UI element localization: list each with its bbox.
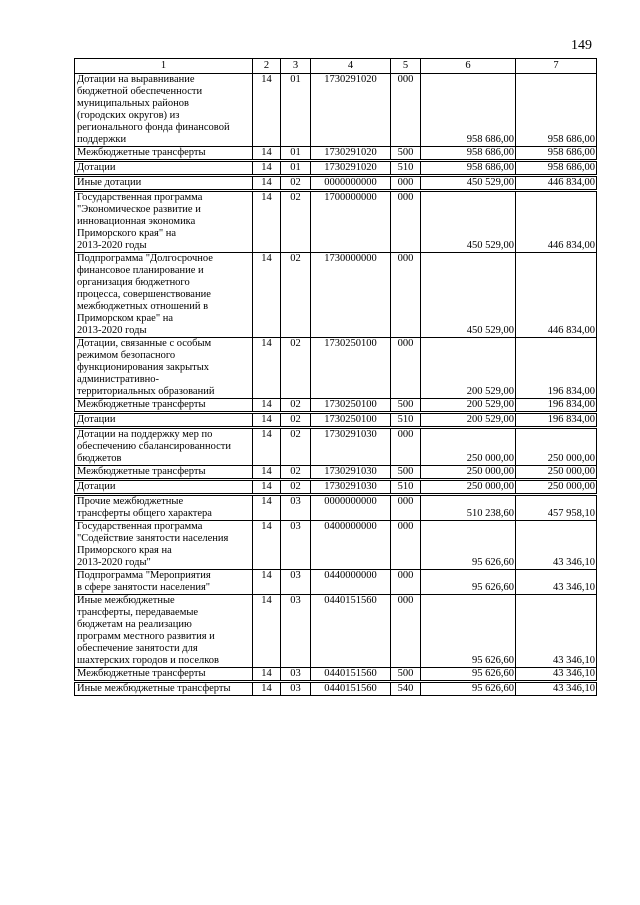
target-article-cell: 1730291030 xyxy=(311,481,391,494)
row-name-cell: Государственная программа "Содействие занятости населения Приморского края на 2013-2020 годы" xyxy=(75,521,253,570)
section-cell: 14 xyxy=(253,177,281,190)
amount-cell-col6: 958 686,00 xyxy=(421,74,516,147)
target-article-cell: 1730250100 xyxy=(311,338,391,399)
target-article-cell: 1730291030 xyxy=(311,466,391,479)
subsection-cell: 02 xyxy=(281,414,311,427)
amount-cell-col7: 457 958,10 xyxy=(516,496,597,521)
amount-cell-col7: 43 346,10 xyxy=(516,595,597,668)
table-row xyxy=(75,496,597,521)
table-row xyxy=(75,466,597,479)
column-header: 2 xyxy=(253,59,281,74)
header-row xyxy=(75,59,597,74)
column-header: 6 xyxy=(421,59,516,74)
subsection-cell: 03 xyxy=(281,668,311,681)
expense-type-cell: 000 xyxy=(391,74,421,147)
subsection-cell: 02 xyxy=(281,338,311,399)
amount-cell-col6: 95 626,60 xyxy=(421,521,516,570)
subsection-cell: 02 xyxy=(281,253,311,338)
table-row xyxy=(75,338,597,399)
section-cell: 14 xyxy=(253,570,281,595)
target-article-cell: 0440000000 xyxy=(311,570,391,595)
amount-cell-col7: 958 686,00 xyxy=(516,162,597,175)
row-name-cell: Дотации xyxy=(75,481,253,494)
amount-cell-col6: 200 529,00 xyxy=(421,399,516,412)
subsection-cell: 02 xyxy=(281,429,311,466)
table-row xyxy=(75,521,597,570)
row-name-cell: Дотации на поддержку мер по обеспечению сбалансированности бюджетов xyxy=(75,429,253,466)
expense-type-cell: 000 xyxy=(391,570,421,595)
row-name-cell: Межбюджетные трансферты xyxy=(75,399,253,412)
section-cell: 14 xyxy=(253,521,281,570)
target-article-cell: 1700000000 xyxy=(311,192,391,253)
expense-type-cell: 500 xyxy=(391,399,421,412)
section-cell: 14 xyxy=(253,338,281,399)
section-cell: 14 xyxy=(253,253,281,338)
section-cell: 14 xyxy=(253,162,281,175)
table-row xyxy=(75,481,597,494)
section-cell: 14 xyxy=(253,668,281,681)
expense-type-cell: 510 xyxy=(391,481,421,494)
expense-type-cell: 510 xyxy=(391,162,421,175)
target-article-cell: 1730250100 xyxy=(311,414,391,427)
amount-cell-col7: 446 834,00 xyxy=(516,253,597,338)
section-cell: 14 xyxy=(253,414,281,427)
row-name-cell: Межбюджетные трансферты xyxy=(75,147,253,160)
section-cell: 14 xyxy=(253,496,281,521)
amount-cell-col6: 958 686,00 xyxy=(421,147,516,160)
amount-cell-col7: 196 834,00 xyxy=(516,414,597,427)
amount-cell-col6: 958 686,00 xyxy=(421,162,516,175)
table-row xyxy=(75,399,597,412)
amount-cell-col7: 446 834,00 xyxy=(516,177,597,190)
subsection-cell: 02 xyxy=(281,192,311,253)
table-row xyxy=(75,192,597,253)
row-name-cell: Государственная программа "Экономическое развитие и инновационная экономика Приморского края" на 2013-2020 годы xyxy=(75,192,253,253)
budget-table xyxy=(74,58,597,696)
section-cell: 14 xyxy=(253,481,281,494)
table-row xyxy=(75,414,597,427)
row-name-cell: Прочие межбюджетные трансферты общего характера xyxy=(75,496,253,521)
section-cell: 14 xyxy=(253,399,281,412)
amount-cell-col6: 250 000,00 xyxy=(421,481,516,494)
section-cell: 14 xyxy=(253,466,281,479)
target-article-cell: 0440151560 xyxy=(311,668,391,681)
expense-type-cell: 500 xyxy=(391,668,421,681)
amount-cell-col6: 450 529,00 xyxy=(421,177,516,190)
table-row xyxy=(75,570,597,595)
section-cell: 14 xyxy=(253,74,281,147)
table-row xyxy=(75,683,597,696)
subsection-cell: 03 xyxy=(281,496,311,521)
table-row xyxy=(75,177,597,190)
target-article-cell: 0000000000 xyxy=(311,496,391,521)
table-row xyxy=(75,74,597,147)
target-article-cell: 1730000000 xyxy=(311,253,391,338)
column-header: 4 xyxy=(311,59,391,74)
subsection-cell: 02 xyxy=(281,177,311,190)
column-header: 7 xyxy=(516,59,597,74)
expense-type-cell: 000 xyxy=(391,521,421,570)
amount-cell-col6: 510 238,60 xyxy=(421,496,516,521)
amount-cell-col6: 95 626,60 xyxy=(421,668,516,681)
target-article-cell: 1730291030 xyxy=(311,429,391,466)
amount-cell-col6: 200 529,00 xyxy=(421,414,516,427)
target-article-cell: 1730291020 xyxy=(311,74,391,147)
row-name-cell: Дотации, связанные с особым режимом безопасного функционирования закрытых административно- территориальных образований xyxy=(75,338,253,399)
expense-type-cell: 000 xyxy=(391,177,421,190)
target-article-cell: 0440151560 xyxy=(311,595,391,668)
row-name-cell: Иные межбюджетные трансферты, передаваемые бюджетам на реализацию программ местного развития и обеспечение занятости для шахтерских городов и поселков xyxy=(75,595,253,668)
row-name-cell: Межбюджетные трансферты xyxy=(75,668,253,681)
page-number: 149 xyxy=(571,38,592,53)
subsection-cell: 03 xyxy=(281,595,311,668)
section-cell: 14 xyxy=(253,147,281,160)
target-article-cell: 1730250100 xyxy=(311,399,391,412)
target-article-cell: 0440151560 xyxy=(311,683,391,696)
expense-type-cell: 500 xyxy=(391,466,421,479)
row-name-cell: Дотации xyxy=(75,414,253,427)
amount-cell-col7: 196 834,00 xyxy=(516,399,597,412)
target-article-cell: 0400000000 xyxy=(311,521,391,570)
amount-cell-col7: 43 346,10 xyxy=(516,521,597,570)
section-cell: 14 xyxy=(253,429,281,466)
target-article-cell: 1730291020 xyxy=(311,147,391,160)
amount-cell-col7: 250 000,00 xyxy=(516,429,597,466)
amount-cell-col7: 446 834,00 xyxy=(516,192,597,253)
amount-cell-col6: 95 626,60 xyxy=(421,595,516,668)
subsection-cell: 02 xyxy=(281,466,311,479)
subsection-cell: 01 xyxy=(281,162,311,175)
expense-type-cell: 000 xyxy=(391,253,421,338)
row-name-cell: Иные межбюджетные трансферты xyxy=(75,683,253,696)
subsection-cell: 02 xyxy=(281,481,311,494)
column-header: 5 xyxy=(391,59,421,74)
subsection-cell: 02 xyxy=(281,399,311,412)
column-header: 3 xyxy=(281,59,311,74)
amount-cell-col6: 95 626,60 xyxy=(421,570,516,595)
amount-cell-col6: 250 000,00 xyxy=(421,429,516,466)
table-row xyxy=(75,162,597,175)
amount-cell-col6: 450 529,00 xyxy=(421,253,516,338)
column-header: 1 xyxy=(75,59,253,74)
target-article-cell: 0000000000 xyxy=(311,177,391,190)
row-name-cell: Подпрограмма "Мероприятия в сфере занятости населения" xyxy=(75,570,253,595)
amount-cell-col7: 43 346,10 xyxy=(516,570,597,595)
subsection-cell: 03 xyxy=(281,521,311,570)
expense-type-cell: 500 xyxy=(391,147,421,160)
expense-type-cell: 540 xyxy=(391,683,421,696)
table-row xyxy=(75,253,597,338)
subsection-cell: 01 xyxy=(281,74,311,147)
target-article-cell: 1730291020 xyxy=(311,162,391,175)
row-name-cell: Дотации xyxy=(75,162,253,175)
amount-cell-col7: 250 000,00 xyxy=(516,481,597,494)
amount-cell-col6: 250 000,00 xyxy=(421,466,516,479)
table-row xyxy=(75,429,597,466)
expense-type-cell: 000 xyxy=(391,429,421,466)
table-row xyxy=(75,147,597,160)
table-row xyxy=(75,668,597,681)
amount-cell-col6: 450 529,00 xyxy=(421,192,516,253)
section-cell: 14 xyxy=(253,595,281,668)
expense-type-cell: 000 xyxy=(391,192,421,253)
subsection-cell: 03 xyxy=(281,570,311,595)
expense-type-cell: 000 xyxy=(391,595,421,668)
expense-type-cell: 510 xyxy=(391,414,421,427)
amount-cell-col7: 43 346,10 xyxy=(516,668,597,681)
section-cell: 14 xyxy=(253,683,281,696)
amount-cell-col7: 196 834,00 xyxy=(516,338,597,399)
amount-cell-col7: 958 686,00 xyxy=(516,147,597,160)
section-cell: 14 xyxy=(253,192,281,253)
row-name-cell: Иные дотации xyxy=(75,177,253,190)
row-name-cell: Межбюджетные трансферты xyxy=(75,466,253,479)
expense-type-cell: 000 xyxy=(391,496,421,521)
row-name-cell: Дотации на выравнивание бюджетной обеспеченности муниципальных районов (городских округов) из регионального фонда финансовой поддержки xyxy=(75,74,253,147)
table-row xyxy=(75,595,597,668)
subsection-cell: 03 xyxy=(281,683,311,696)
amount-cell-col6: 95 626,60 xyxy=(421,683,516,696)
amount-cell-col7: 958 686,00 xyxy=(516,74,597,147)
amount-cell-col7: 43 346,10 xyxy=(516,683,597,696)
expense-type-cell: 000 xyxy=(391,338,421,399)
amount-cell-col7: 250 000,00 xyxy=(516,466,597,479)
row-name-cell: Подпрограмма "Долгосрочное финансовое планирование и организация бюджетного процесса, совершенствование межбюджетных отношений в Приморском крае" на 2013-2020 годы xyxy=(75,253,253,338)
amount-cell-col6: 200 529,00 xyxy=(421,338,516,399)
subsection-cell: 01 xyxy=(281,147,311,160)
